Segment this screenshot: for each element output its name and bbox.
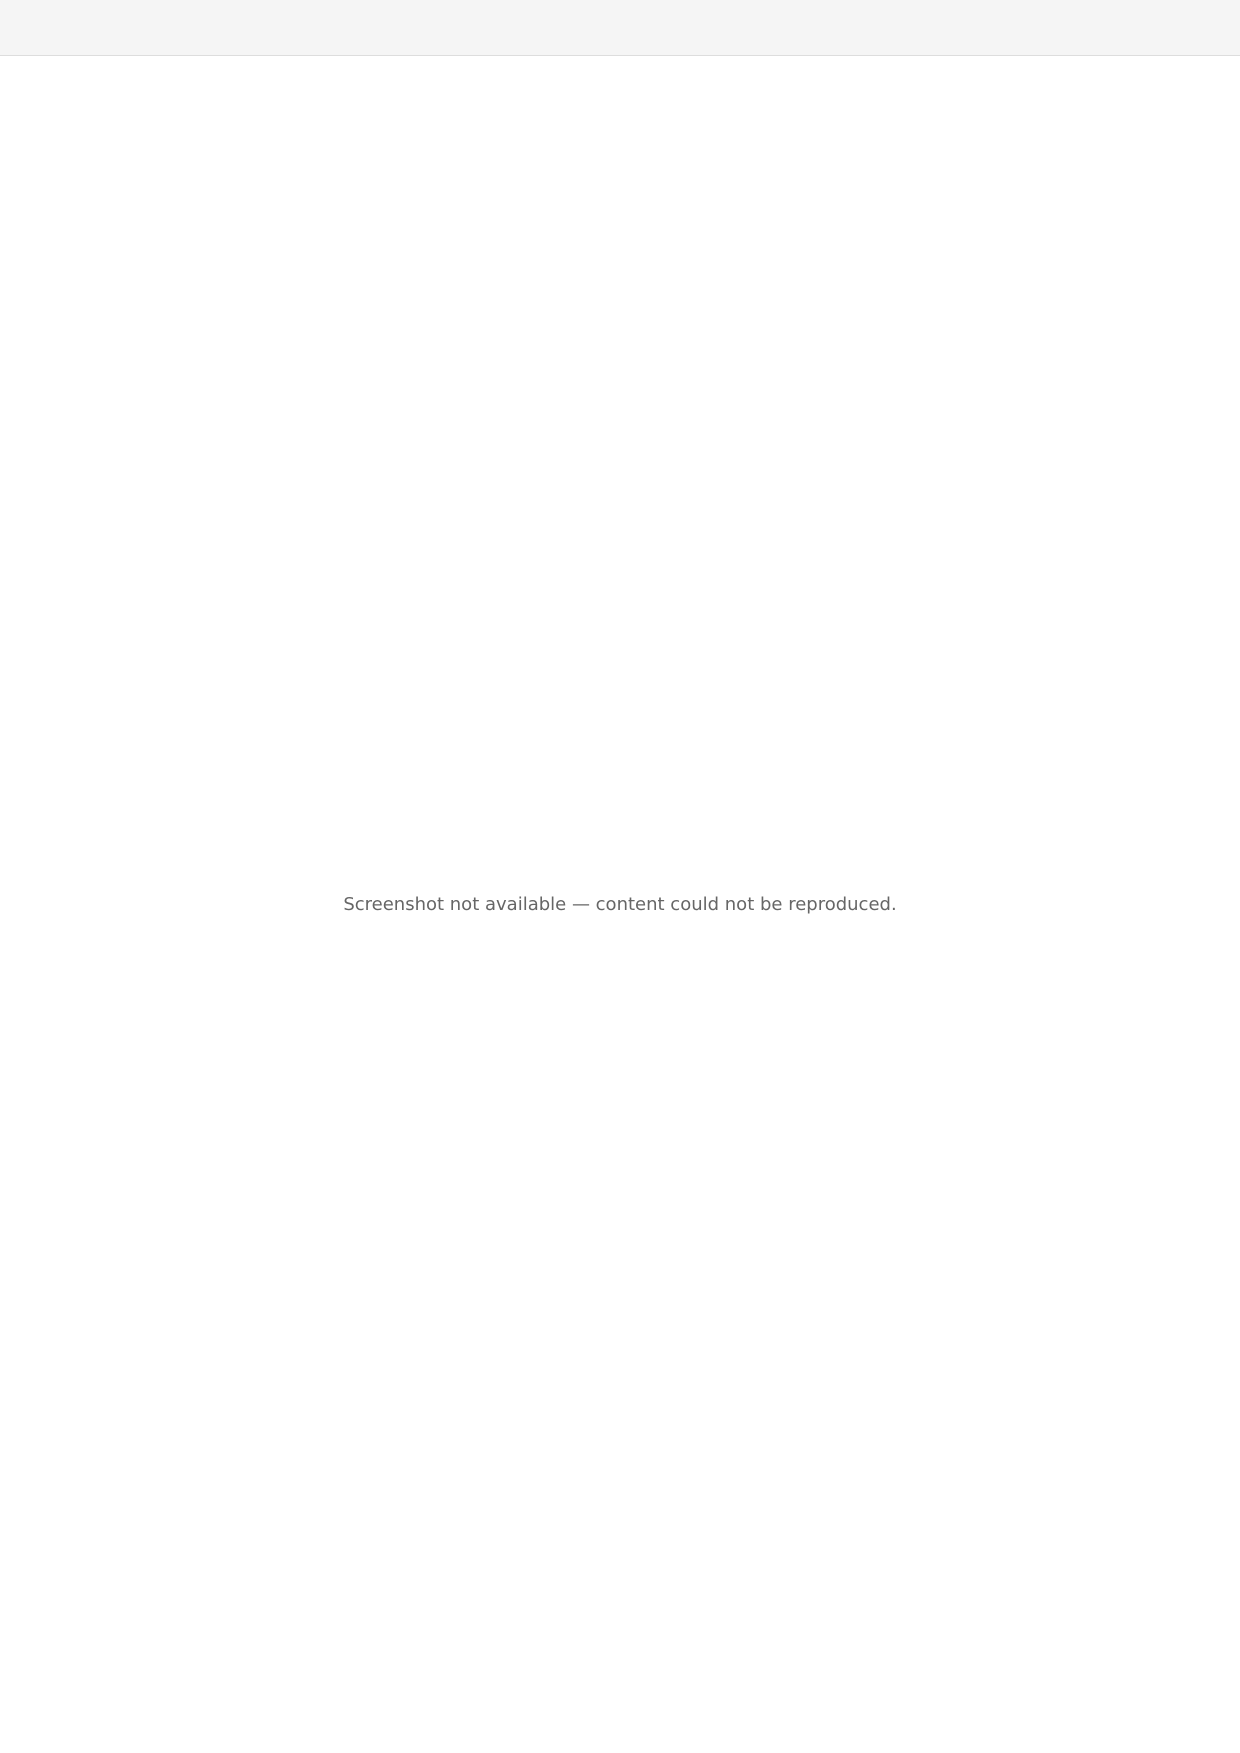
placeholder-notice: Screenshot not available — content could not be reproduced. <box>343 894 897 915</box>
title-bar <box>0 0 1240 56</box>
main-content <box>0 56 1240 1753</box>
